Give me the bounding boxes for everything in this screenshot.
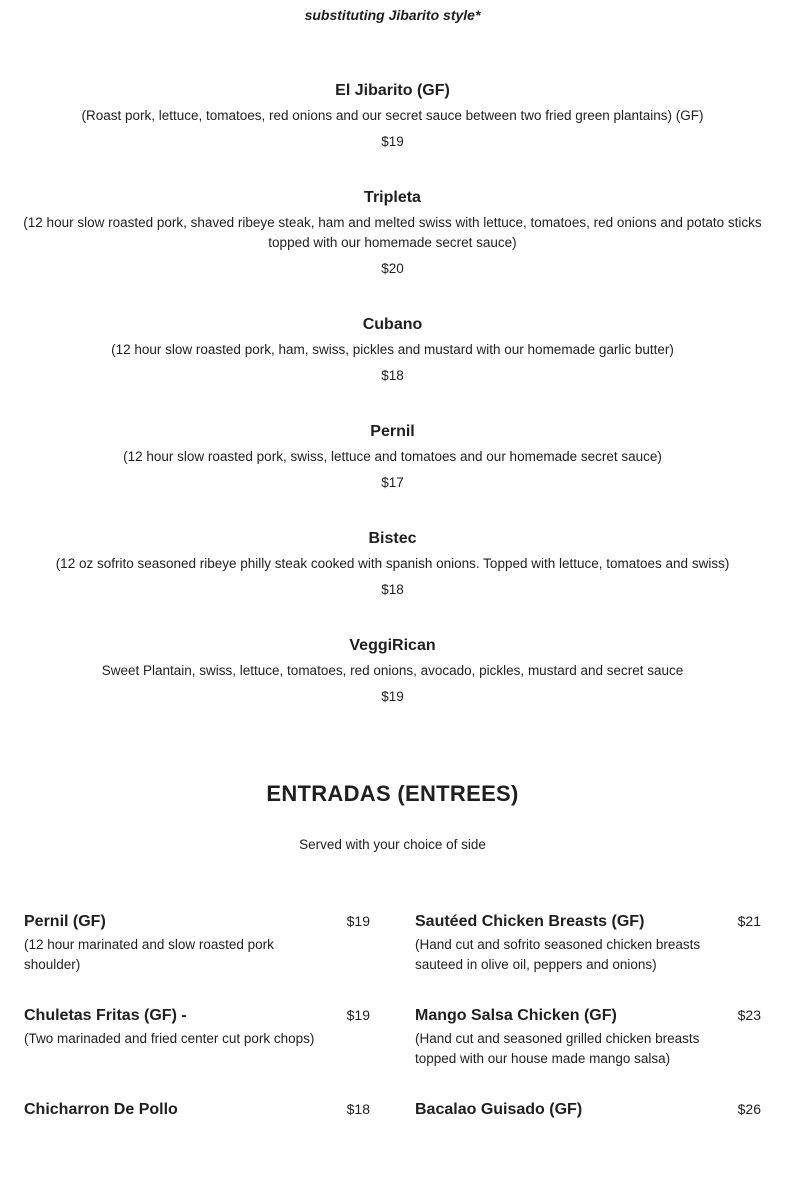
entree-header — [415, 1098, 761, 1121]
menu-item-bistec — [0, 529, 785, 636]
entree-price: $18 — [346, 1101, 370, 1117]
entree-header — [24, 1004, 370, 1027]
item-price: $18 — [381, 368, 404, 383]
entree-description: (12 hour marinated and slow roasted pork shoulder) — [24, 937, 274, 972]
entree-price: $19 — [346, 1007, 370, 1023]
entree-description: (Two marinaded and fried center cut pork chops) — [24, 1031, 315, 1046]
item-description: Sweet Plantain, swiss, lettuce, tomatoes, red onions, avocado, pickles, mustard and secret sauce — [101, 663, 684, 678]
item-description: (12 hour slow roasted pork, swiss, lettuce and tomatoes and our homemade secret sauce) — [123, 449, 662, 464]
item-description: (Roast pork, lettuce, tomatoes, red onions and our secret sauce between two fried green plantains) (GF) — [81, 108, 704, 123]
item-price: $19 — [381, 689, 404, 704]
sandwich-list — [0, 81, 785, 743]
item-name: Cubano — [362, 316, 423, 333]
item-name: VeggiRican — [349, 637, 436, 654]
entree-name: Chicharron De Pollo — [24, 1101, 178, 1118]
item-name: Tripleta — [364, 189, 421, 206]
item-description: (12 hour slow roasted pork, ham, swiss, pickles and mustard with our homemade garlic butter) — [111, 342, 674, 357]
entree-price: $19 — [346, 913, 370, 929]
entree-description: (Hand cut and seasoned grilled chicken breasts topped with our house made mango salsa) — [415, 1031, 700, 1066]
entree-item-pernil — [24, 910, 370, 1004]
item-price: $17 — [381, 475, 404, 490]
intro-note: substituting Jibarito style* — [304, 7, 481, 23]
entree-item-sauteed-chicken — [415, 910, 761, 1004]
item-name: El Jibarito (GF) — [335, 82, 450, 99]
menu-item-veggirican — [0, 636, 785, 743]
entree-item-chicharron-de-pollo — [24, 1098, 370, 1192]
entree-name: Mango Salsa Chicken (GF) — [415, 1007, 617, 1024]
item-price: $18 — [381, 582, 404, 597]
section-subtitle: Served with your choice of side — [299, 837, 486, 852]
entree-header — [415, 910, 761, 933]
item-name: Bistec — [368, 530, 417, 547]
entree-name: Sautéed Chicken Breasts (GF) — [415, 913, 645, 930]
menu-item-tripleta — [0, 188, 785, 315]
entree-item-bacalao-guisado — [415, 1098, 761, 1192]
entree-name: Bacalao Guisado (GF) — [415, 1101, 583, 1118]
entree-price: $26 — [737, 1101, 761, 1117]
item-description: (12 hour slow roasted pork, shaved ribeye steak, ham and melted swiss with lettuce, tomatoes, red onions and potato sticks topped with our homemade secret sauce) — [23, 215, 762, 250]
menu-item-pernil — [0, 422, 785, 529]
entree-description: (Hand cut and sofrito seasoned chicken breasts sauteed in olive oil, peppers and onions) — [415, 937, 701, 972]
entree-price: $23 — [737, 1007, 761, 1023]
entree-item-chuletas-fritas — [24, 1004, 370, 1098]
menu-item-cubano — [0, 315, 785, 422]
entree-grid — [24, 910, 764, 1192]
entree-name: Pernil (GF) — [24, 913, 106, 930]
item-price: $19 — [381, 134, 404, 149]
entree-header — [24, 910, 370, 933]
section-title-entrees: ENTRADAS (ENTREES) — [266, 781, 519, 806]
entree-header — [24, 1098, 370, 1121]
entree-price: $21 — [737, 913, 761, 929]
menu-item-el-jibarito — [0, 81, 785, 188]
entree-item-mango-salsa-chicken — [415, 1004, 761, 1098]
entree-header — [415, 1004, 761, 1027]
item-price: $20 — [381, 261, 404, 276]
item-name: Pernil — [370, 423, 415, 440]
item-description: (12 oz sofrito seasoned ribeye philly steak cooked with spanish onions. Topped with lettuce, tomatoes and swiss) — [55, 556, 730, 571]
entree-name: Chuletas Fritas (GF) - — [24, 1007, 187, 1024]
